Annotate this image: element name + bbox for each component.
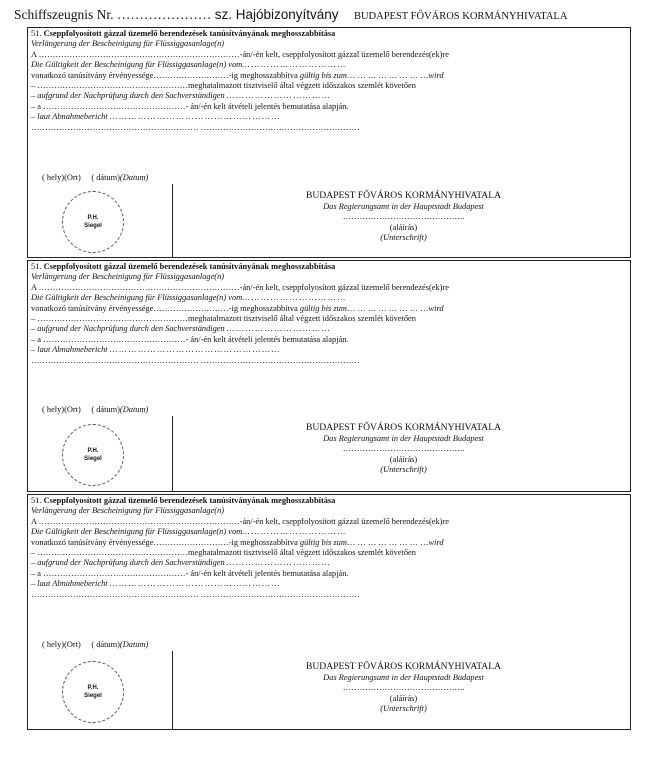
extension-dots: … … … … … … … … [346, 70, 429, 80]
section-number: 51. [31, 262, 42, 271]
date-label-de: (Datum) [119, 640, 149, 649]
acceptance-report-line: – a ……………………………………………- án/-én kelt átvételi jelentés bemutatása alapján. [31, 334, 349, 344]
extension-line [31, 71, 630, 81]
section-title-de: Verlängerung der Bescheinigung für Flüssiggasanlage(n) [31, 39, 225, 49]
inspection-line: – ………………………………………………meghatalmazott tisztviselő által végzett időszakos szemlét követően [31, 313, 416, 323]
seal-label: P.H. [87, 448, 99, 454]
acceptance-report-de-line: – laut Abnahmebericht … … … … … … … … … … … … … … … … … … [31, 345, 280, 355]
seal-stamp [62, 661, 124, 723]
date-label-hu: ( dátum) [91, 405, 120, 414]
section-title-de: Verlängerung der Bescheinigung für Flüssiggasanlage(n) [31, 272, 225, 282]
ship-certificate-label-hu: sz. Hajóbizonyítvány [214, 7, 339, 22]
signature-authority-de: Das Regierungsamt in der Hauptstadt Budapest [323, 434, 484, 443]
signature-authority: BUDAPEST FŐVÁROS KORMÁNYHIVATALA [305, 661, 502, 672]
extension-line [31, 304, 630, 314]
seal-label-de: Siegel [84, 693, 102, 699]
place-date-labels [42, 405, 148, 414]
extension-end: wird [428, 70, 444, 80]
ship-certificate-number-de: Schiffszeugnis Nr. ………………… [14, 7, 212, 22]
renewal-section-2 [27, 260, 631, 492]
section-title [31, 29, 630, 39]
renewal-section-1 [27, 27, 631, 258]
signature-authority-de: Das Regierungsamt in der Hauptstadt Budapest [323, 202, 484, 211]
seal-label: P.H. [87, 215, 99, 221]
extension-dots: … … … … … … … … [346, 303, 429, 313]
signature-authority-de: Das Regierungsamt in der Hauptstadt Budapest [323, 673, 484, 682]
signature-dots: …………………………………….. [342, 683, 465, 693]
document-header [14, 7, 644, 25]
acceptance-report-line: – a ……………………………………………- án/-én kelt átvételi jelentés bemutatása alapján. [31, 101, 349, 111]
seal-stamp [62, 191, 124, 253]
validity-de-line: Die Gültigkeit der Bescheinigung für Flüssiggasanlage(n) vom… … … … … … … … … … … [31, 293, 346, 303]
signature-dots: …………………………………….. [342, 444, 465, 454]
signature-label-hu: (aláírás) [389, 222, 418, 232]
acceptance-report-de-line: – laut Abnahmebericht … … … … … … … … … … … … … … … … … … [31, 579, 280, 589]
signature-divider [172, 651, 173, 730]
seal-label: P.H. [87, 685, 99, 691]
extension-end: wird [428, 537, 444, 547]
section-title-hu: Cseppfolyosított gázzal üzemelő berendezések tanúsítványának meghosszabbítása [43, 29, 336, 38]
acceptance-report-de-line: – laut Abnahmebericht … … … … … … … … … … … … … … … … … … [31, 112, 280, 122]
inspection-de-line: – aufgrund der Nachprüfung durch den Sachverständigen … … … … … … … … … … … [31, 324, 330, 334]
signature-label-de: (Unterschrift) [380, 465, 427, 475]
inspection-line: – ………………………………………………meghatalmazott tisztviselő által végzett időszakos szemlét követően [31, 547, 416, 557]
place-date-labels [42, 640, 148, 649]
date-label-hu: ( dátum) [91, 640, 120, 649]
date-label-de: (Datum) [119, 173, 149, 182]
section-title-hu: Cseppfolyosított gázzal üzemelő berendezések tanúsítványának meghosszabbítása [43, 496, 336, 505]
extension-de: gültig bis zum [299, 70, 347, 80]
extension-hu: vonatkozó tanúsítvány érvényessége………………………-ig meghosszabbítva [31, 537, 298, 547]
inspection-de-line: – aufgrund der Nachprüfung durch den Sachverständigen … … … … … … … … … … … [31, 558, 330, 568]
signature-label-de: (Unterschrift) [380, 704, 427, 714]
signature-label-hu: (aláírás) [389, 454, 418, 464]
date-label-hu: ( dátum) [91, 173, 120, 182]
signature-divider [172, 184, 173, 258]
place-date-labels [42, 173, 148, 182]
renewal-section-3 [27, 494, 631, 730]
seal-label-de: Siegel [84, 223, 102, 229]
validity-de-line: Die Gültigkeit der Bescheinigung für Flüssiggasanlage(n) vom… … … … … … … … … … … [31, 60, 346, 70]
place-label: ( hely)(Ort) [42, 405, 81, 414]
signature-authority: BUDAPEST FŐVÁROS KORMÁNYHIVATALA [305, 190, 502, 201]
signature-block [175, 422, 632, 476]
place-date-dots: …………………………………………………… ………………………………………………… [31, 589, 360, 599]
place-label: ( hely)(Ort) [42, 173, 81, 182]
signature-block [175, 190, 632, 244]
issue-date-line: A ………………………………………………………………-án/-én kelt, cseppfolyosított gázzal üzemelő berendezés(ek)re [31, 516, 449, 526]
acceptance-report-line: – a ……………………………………………- án/-én kelt átvételi jelentés bemutatása alapján. [31, 568, 349, 578]
issue-date-line: A ………………………………………………………………-án/-én kelt, cseppfolyosított gázzal üzemelő berendezés(ek)re [31, 49, 449, 59]
section-title [31, 496, 630, 506]
section-number: 51. [31, 29, 42, 38]
inspection-line: – ………………………………………………meghatalmazott tisztviselő által végzett időszakos szemlét követően [31, 80, 416, 90]
date-label-de: (Datum) [119, 405, 149, 414]
extension-end: wird [428, 303, 444, 313]
signature-block [175, 661, 632, 715]
signature-label-hu: (aláírás) [389, 693, 418, 703]
extension-line [31, 538, 630, 548]
extension-dots: … … … … … … … … [346, 537, 429, 547]
extension-de: gültig bis zum [299, 303, 347, 313]
signature-divider [172, 416, 173, 492]
place-date-dots: …………………………………………………… ………………………………………………… [31, 122, 360, 132]
inspection-de-line: – aufgrund der Nachprüfung durch den Sachverständigen … … … … … … … … … … … [31, 91, 330, 101]
seal-label-de: Siegel [84, 456, 102, 462]
issue-date-line: A ………………………………………………………………-án/-én kelt, cseppfolyosított gázzal üzemelő berendezés(ek)re [31, 282, 449, 292]
section-number: 51. [31, 496, 42, 505]
extension-hu: vonatkozó tanúsítvány érvényessége………………………-ig meghosszabbítva [31, 303, 298, 313]
signature-authority: BUDAPEST FŐVÁROS KORMÁNYHIVATALA [305, 422, 502, 433]
section-title [31, 262, 630, 272]
extension-hu: vonatkozó tanúsítvány érvényessége………………………-ig meghosszabbítva [31, 70, 298, 80]
validity-de-line: Die Gültigkeit der Bescheinigung für Flüssiggasanlage(n) vom… … … … … … … … … … … [31, 527, 346, 537]
extension-de: gültig bis zum [299, 537, 347, 547]
section-title-de: Verlängerung der Bescheinigung für Flüssiggasanlage(n) [31, 506, 225, 516]
signature-label-de: (Unterschrift) [380, 233, 427, 243]
place-label: ( hely)(Ort) [42, 640, 81, 649]
header-authority: BUDAPEST FŐVÁROS KORMÁNYHIVATALA [353, 11, 568, 22]
signature-dots: …………………………………….. [342, 212, 465, 222]
place-date-dots: …………………………………………………… ………………………………………………… [31, 355, 360, 365]
seal-stamp [62, 424, 124, 486]
section-title-hu: Cseppfolyosított gázzal üzemelő berendezések tanúsítványának meghosszabbítása [43, 262, 336, 271]
